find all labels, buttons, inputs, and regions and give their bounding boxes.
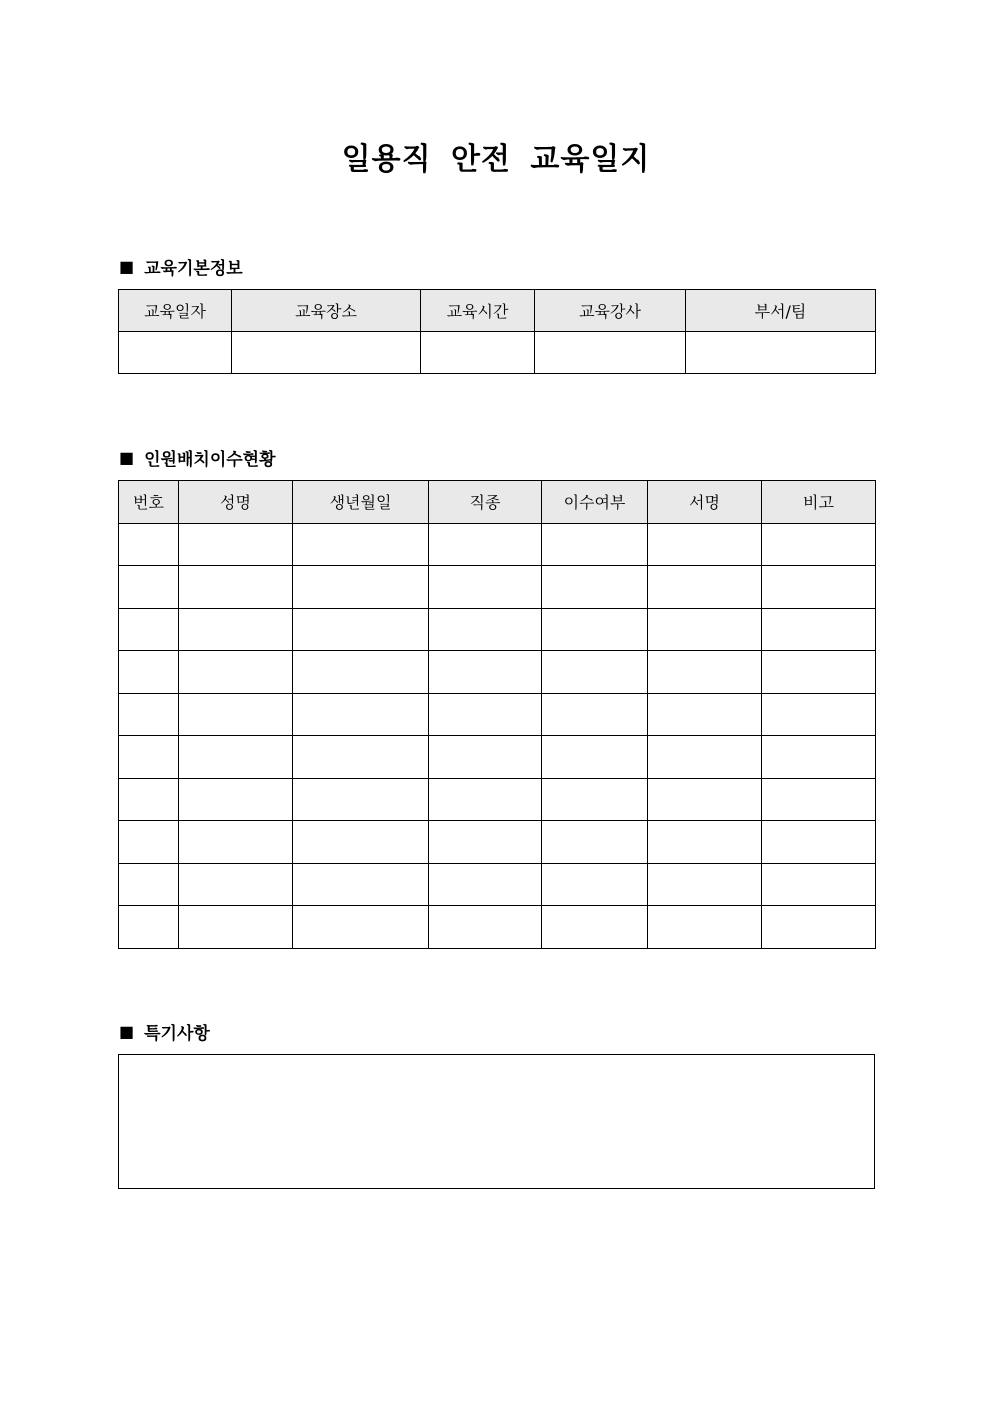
roster-row xyxy=(119,523,876,566)
basic-info-header-cell: 교육일자 xyxy=(119,290,232,332)
roster-cell[interactable] xyxy=(293,523,429,566)
roster-row xyxy=(119,821,876,864)
roster-cell[interactable] xyxy=(293,863,429,906)
roster-heading-label: 인원배치이수현황 xyxy=(144,450,276,470)
roster-cell[interactable] xyxy=(429,821,542,864)
basic-info-heading-label: 교육기본정보 xyxy=(144,259,243,279)
roster-cell[interactable] xyxy=(429,906,542,949)
roster-cell[interactable] xyxy=(429,863,542,906)
roster-cell[interactable] xyxy=(179,736,293,779)
roster-cell[interactable] xyxy=(119,906,179,949)
basic-info-table xyxy=(118,289,876,374)
roster-cell[interactable] xyxy=(429,566,542,609)
roster-cell[interactable] xyxy=(762,821,876,864)
roster-header-cell: 성명 xyxy=(179,481,293,524)
roster-cell[interactable] xyxy=(119,651,179,694)
roster-cell[interactable] xyxy=(429,778,542,821)
roster-cell[interactable] xyxy=(762,906,876,949)
basic-info-header-cell: 교육강사 xyxy=(535,290,686,332)
roster-row xyxy=(119,651,876,694)
department-team-field[interactable] xyxy=(686,332,876,374)
education-place-field[interactable] xyxy=(232,332,421,374)
roster-cell[interactable] xyxy=(648,863,762,906)
document-title: 일용직 안전 교육일지 xyxy=(341,142,651,177)
roster-cell[interactable] xyxy=(429,523,542,566)
roster-cell[interactable] xyxy=(119,736,179,779)
roster-cell[interactable] xyxy=(119,523,179,566)
education-instructor-field[interactable] xyxy=(535,332,686,374)
basic-info-header-cell: 교육장소 xyxy=(232,290,421,332)
roster-cell[interactable] xyxy=(179,651,293,694)
roster-cell[interactable] xyxy=(293,821,429,864)
roster-header-cell: 번호 xyxy=(119,481,179,524)
roster-cell[interactable] xyxy=(542,651,648,694)
roster-header-cell: 생년월일 xyxy=(293,481,429,524)
roster-cell[interactable] xyxy=(179,906,293,949)
roster-cell[interactable] xyxy=(179,693,293,736)
roster-cell[interactable] xyxy=(648,523,762,566)
roster-cell[interactable] xyxy=(179,523,293,566)
roster-cell[interactable] xyxy=(648,736,762,779)
roster-cell[interactable] xyxy=(648,566,762,609)
roster-header-cell: 비고 xyxy=(762,481,876,524)
roster-cell[interactable] xyxy=(293,778,429,821)
roster-cell[interactable] xyxy=(179,566,293,609)
roster-cell[interactable] xyxy=(648,608,762,651)
basic-info-header-cell: 부서/팀 xyxy=(686,290,876,332)
education-date-field[interactable] xyxy=(119,332,232,374)
square-bullet-icon: ■ xyxy=(119,1022,135,1041)
roster-cell[interactable] xyxy=(762,608,876,651)
roster-cell[interactable] xyxy=(542,736,648,779)
roster-cell[interactable] xyxy=(119,693,179,736)
roster-cell[interactable] xyxy=(179,608,293,651)
roster-cell[interactable] xyxy=(119,608,179,651)
notes-field[interactable] xyxy=(118,1054,875,1189)
square-bullet-icon: ■ xyxy=(119,257,135,276)
roster-cell[interactable] xyxy=(293,651,429,694)
basic-info-entry-row xyxy=(119,332,876,374)
notes-heading-label: 특기사항 xyxy=(144,1024,210,1044)
roster-cell[interactable] xyxy=(648,651,762,694)
roster-header-cell: 이수여부 xyxy=(542,481,648,524)
roster-cell[interactable] xyxy=(293,693,429,736)
roster-cell[interactable] xyxy=(762,778,876,821)
notes-heading xyxy=(119,1019,210,1044)
roster-cell[interactable] xyxy=(648,906,762,949)
roster-cell[interactable] xyxy=(542,821,648,864)
roster-row xyxy=(119,566,876,609)
roster-cell[interactable] xyxy=(762,523,876,566)
roster-cell[interactable] xyxy=(429,693,542,736)
roster-cell[interactable] xyxy=(119,821,179,864)
roster-table xyxy=(118,480,876,949)
roster-cell[interactable] xyxy=(293,736,429,779)
roster-cell[interactable] xyxy=(648,778,762,821)
roster-cell[interactable] xyxy=(293,906,429,949)
roster-cell[interactable] xyxy=(542,863,648,906)
roster-cell[interactable] xyxy=(293,566,429,609)
basic-info-heading xyxy=(119,254,243,279)
roster-cell[interactable] xyxy=(648,693,762,736)
roster-cell[interactable] xyxy=(429,651,542,694)
roster-cell[interactable] xyxy=(762,736,876,779)
roster-row xyxy=(119,863,876,906)
roster-cell[interactable] xyxy=(542,523,648,566)
roster-cell[interactable] xyxy=(119,863,179,906)
roster-cell[interactable] xyxy=(179,778,293,821)
roster-cell[interactable] xyxy=(762,566,876,609)
roster-cell[interactable] xyxy=(648,821,762,864)
roster-cell[interactable] xyxy=(293,608,429,651)
basic-info-header-cell: 교육시간 xyxy=(421,290,535,332)
roster-heading xyxy=(119,445,276,470)
roster-cell[interactable] xyxy=(119,566,179,609)
roster-cell[interactable] xyxy=(542,693,648,736)
roster-cell[interactable] xyxy=(542,566,648,609)
roster-row xyxy=(119,778,876,821)
roster-header-cell: 서명 xyxy=(648,481,762,524)
roster-row xyxy=(119,736,876,779)
roster-cell[interactable] xyxy=(119,778,179,821)
roster-row xyxy=(119,693,876,736)
roster-cell[interactable] xyxy=(429,736,542,779)
roster-row xyxy=(119,608,876,651)
roster-cell[interactable] xyxy=(179,821,293,864)
roster-cell[interactable] xyxy=(542,778,648,821)
roster-row xyxy=(119,906,876,949)
education-time-field[interactable] xyxy=(421,332,535,374)
roster-header-row xyxy=(119,481,876,524)
roster-cell[interactable] xyxy=(179,863,293,906)
roster-cell[interactable] xyxy=(542,608,648,651)
roster-cell[interactable] xyxy=(762,863,876,906)
roster-cell[interactable] xyxy=(429,608,542,651)
roster-cell[interactable] xyxy=(762,651,876,694)
roster-header-cell: 직종 xyxy=(429,481,542,524)
roster-cell[interactable] xyxy=(542,906,648,949)
square-bullet-icon: ■ xyxy=(119,448,135,467)
roster-cell[interactable] xyxy=(762,693,876,736)
basic-info-header-row xyxy=(119,290,876,332)
